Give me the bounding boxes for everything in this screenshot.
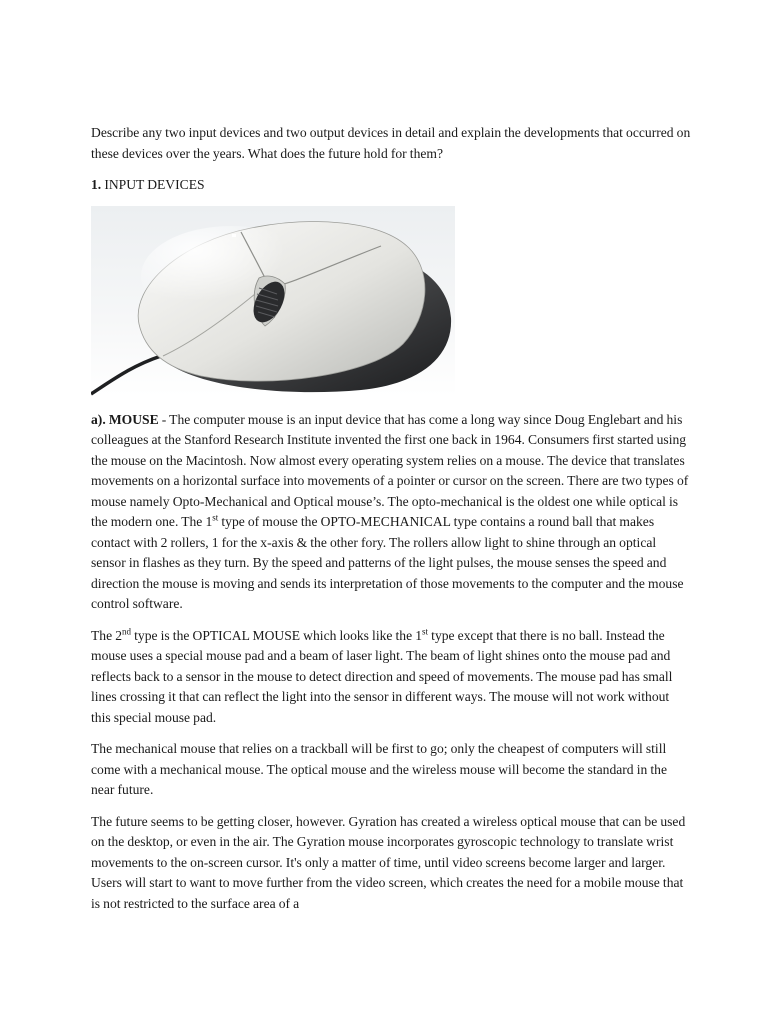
section-title: INPUT DEVICES	[104, 177, 205, 192]
superscript-nd: nd	[122, 625, 132, 636]
document-body	[91, 123, 691, 925]
optical-part-2: type is the OPTICAL MOUSE which looks like the 1	[131, 627, 423, 643]
mechanical-mouse-paragraph: The mechanical mouse that relies on a trackball will be first to go; only the cheapest of computers will still come with a mechanical mouse. The optical mouse and the wireless mouse will become the standard in the near future.	[91, 741, 667, 797]
mouse-intro-rest: type of mouse the OPTO-MECHANICAL type contains a round ball that makes contact with 2 rollers, 1 for the x-axis & the other fory. The rollers allow light to shine through an optical sensor in flashes as they turn. By the speed and patterns of the light pulses, the mouse senses the speed and direction the mouse is moving and sends its interpretation of those movements to the computer and the mouse control software.	[91, 514, 684, 611]
mouse-label: a). MOUSE	[91, 411, 159, 427]
future-mouse-paragraph: The future seems to be getting closer, however. Gyration has created a wireless optical mouse that can be used on the desktop, or even in the air. The Gyration mouse incorporates gyroscopic technology to translate wrist movements to the on-screen cursor. It's only a matter of time, until video screens become larger and larger. Users will start to want to move further from the video screen, which creates the need for a mobile mouse that is not restricted to the surface area of a	[91, 813, 686, 911]
optical-part-3: type except that there is no ball. Instead the mouse uses a special mouse pad and a beam of laser light. The beam of light shines onto the mouse pad and reflects back to a sensor in the mouse to detect direction and speed of movements. The mouse pad has small lines crossing it that can reflect the light into the sensor in different ways. The mouse will not work without this special mouse pad.	[91, 627, 673, 725]
assignment-question: Describe any two input devices and two output devices in detail and explain the developments that occurred on these devices over the years. What does the future hold for them?	[91, 125, 691, 161]
optical-part-1: The 2	[91, 627, 123, 643]
section-number: 1.	[91, 177, 102, 192]
superscript-st-2: st	[422, 625, 429, 636]
mouse-paragraph	[91, 410, 691, 615]
mouse-intro-text: - The computer mouse is an input device that has come a long way since Doug Englebart and his colleagues at the Stanford Research Institute invented the first one back in 1964. Consumers first started using the mouse on the Macintosh. Now almost every operating system relies on a mouse. The device that translates movements on a horizontal surface into movements of a pointer or cursor on the screen. There are two types of mouse namely Opto-Mechanical and Optical mouse’s. The opto-mechanical is the oldest one while optical is the modern one. The 1	[91, 411, 689, 529]
optical-mouse-paragraph	[91, 626, 691, 729]
computer-mouse-photo	[91, 206, 455, 396]
superscript-st: st	[212, 512, 219, 523]
section-heading	[91, 175, 691, 196]
